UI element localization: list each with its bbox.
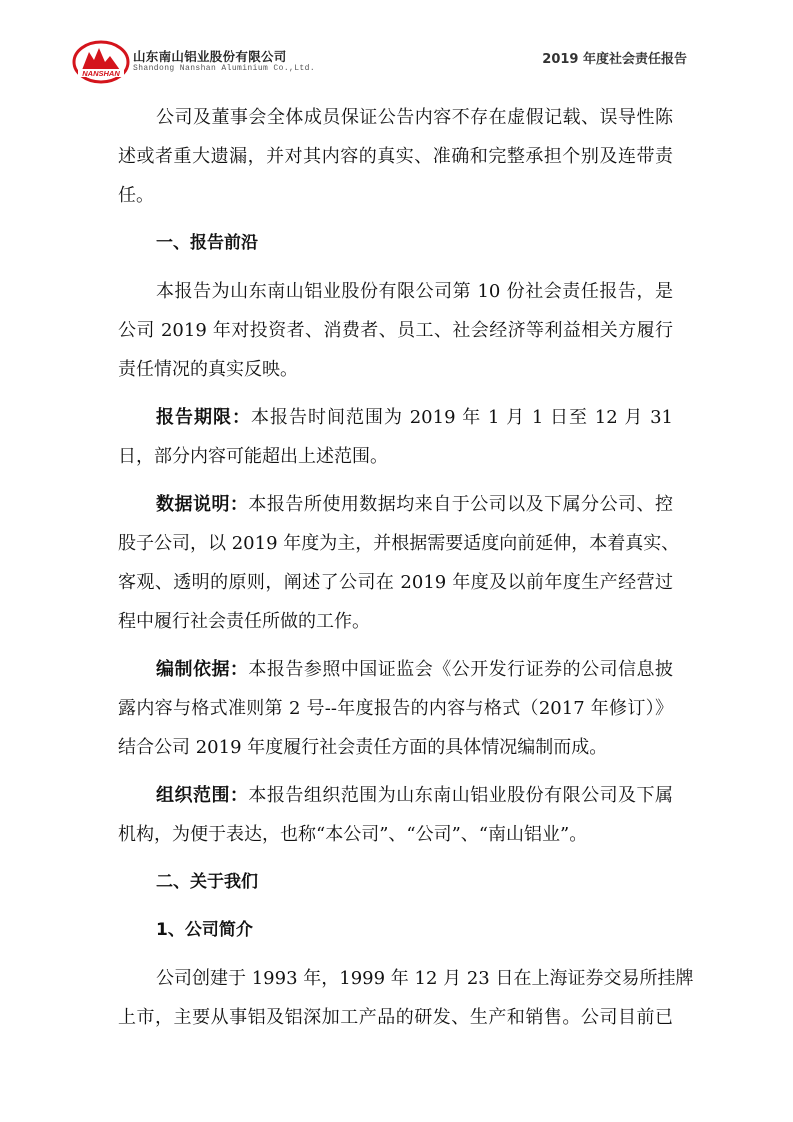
section-heading <box>118 911 673 950</box>
text-line <box>118 350 673 389</box>
text-line <box>118 776 673 815</box>
line-text: 本报告为山东南山铝业股份有限公司第 10 份社会责任报告，是 <box>156 281 673 302</box>
line-text: 二、关于我们 <box>156 872 258 892</box>
paragraph-label: 组织范围： <box>156 785 249 806</box>
text-line <box>118 863 673 902</box>
text-line <box>118 959 694 998</box>
line-text: 公司及董事会全体成员保证公告内容不存在虚假记载、误导性陈 <box>156 107 673 128</box>
company-name-cn: 山东南山铝业股份有限公司 <box>133 49 287 64</box>
company-name-en: Shandong Nanshan Aluminium Co.,Ltd. <box>133 64 316 73</box>
line-text: 一、报告前沿 <box>156 233 258 253</box>
document-body <box>118 98 694 1046</box>
line-text: 任。 <box>118 185 154 206</box>
line-text: 客观、透明的原则，阐述了公司在 2019 年度及以前年度生产经营过 <box>118 572 673 593</box>
text-line <box>118 815 673 854</box>
line-text: 本报告参照中国证监会《公开发行证券的公司信息披 <box>248 659 674 680</box>
text-line <box>118 911 673 950</box>
line-text: 公司 2019 年对投资者、消费者、员工、社会经济等利益相关方履行 <box>118 320 673 341</box>
text-line <box>118 524 680 563</box>
section-heading <box>118 224 673 263</box>
line-text: 露内容与格式准则第 2 号--年度报告的内容与格式（2017 年修订）》 <box>118 698 673 719</box>
text-line <box>118 563 673 602</box>
line-text: 1、公司简介 <box>156 920 253 940</box>
section-heading <box>118 863 673 902</box>
line-text: 本报告所使用数据均来自于公司以及下属分公司、控 <box>248 494 674 515</box>
text-line <box>118 311 673 350</box>
paragraph <box>118 959 694 1037</box>
text-line <box>118 176 673 215</box>
line-text: 程中履行社会责任所做的工作。 <box>118 611 370 632</box>
line-text: 日，部分内容可能超出上述范围。 <box>118 446 388 467</box>
line-text: 本报告时间范围为 2019 年 1 月 1 日至 12 月 31 <box>251 407 674 428</box>
text-line <box>118 272 673 311</box>
paragraph <box>118 398 673 476</box>
text-line <box>118 137 673 176</box>
text-line <box>118 689 673 728</box>
report-title: 2019 年度社会责任报告 <box>542 52 687 67</box>
line-text: 结合公司 2019 年度履行社会责任方面的具体情况编制而成。 <box>118 737 608 758</box>
text-line <box>118 728 673 767</box>
text-line <box>118 437 673 476</box>
paragraph <box>118 272 673 389</box>
text-line <box>118 602 673 641</box>
text-line <box>118 398 673 437</box>
paragraph <box>118 98 673 215</box>
line-text: 述或者重大遗漏，并对其内容的真实、准确和完整承担个别及连带责 <box>118 146 673 167</box>
paragraph <box>118 485 680 641</box>
text-line <box>118 485 673 524</box>
line-text: 机构，为便于表达，也称“本公司”、“公司”、“南山铝业”。 <box>118 824 588 845</box>
text-line <box>118 224 673 263</box>
line-text: 公司创建于 1993 年，1999 年 12 月 23 日在上海证券交易所挂牌 <box>156 968 694 989</box>
svg-text:NANSHAN: NANSHAN <box>82 69 120 78</box>
paragraph-label: 编制依据： <box>156 659 249 680</box>
line-text: 本报告组织范围为山东南山铝业股份有限公司及下属 <box>248 785 674 806</box>
line-text: 上市，主要从事铝及铝深加工产品的研发、生产和销售。公司目前已 <box>118 1007 673 1028</box>
paragraph <box>118 776 673 854</box>
line-text: 责任情况的真实反映。 <box>118 359 298 380</box>
paragraph <box>118 650 673 767</box>
text-line <box>118 98 673 137</box>
line-text: 股子公司，以 2019 年度为主，并根据需要适度向前延伸，本着真实、 <box>118 533 680 554</box>
paragraph-label: 数据说明： <box>156 494 249 515</box>
text-line <box>118 998 673 1037</box>
company-logo <box>72 40 130 84</box>
paragraph-label: 报告期限： <box>156 407 251 428</box>
text-line <box>118 650 673 689</box>
